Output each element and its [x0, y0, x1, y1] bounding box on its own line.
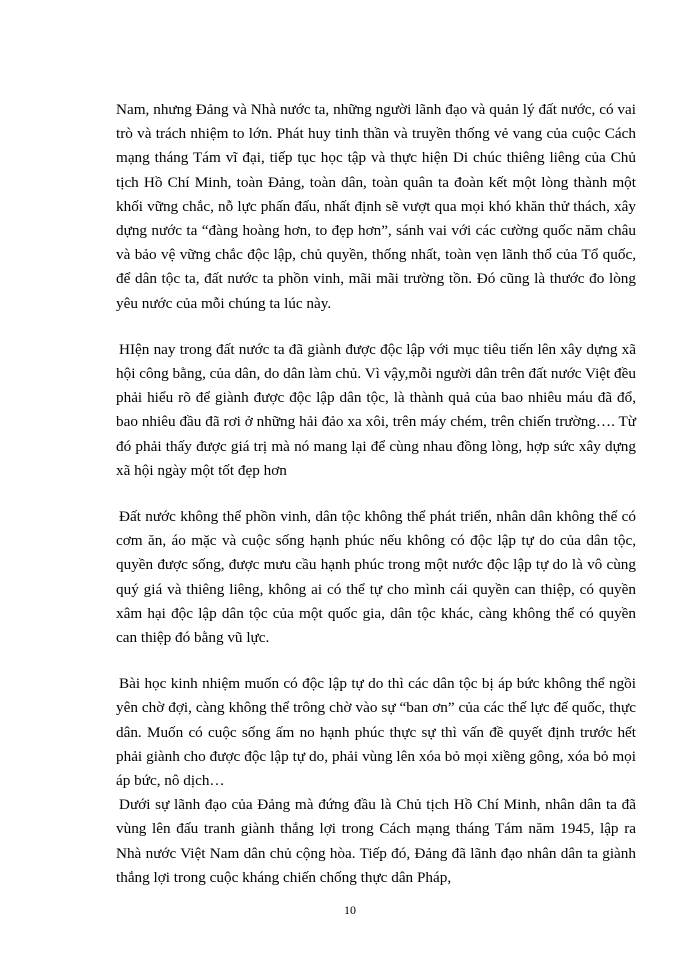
paragraph-spacer [116, 316, 636, 338]
paragraph-2: HIện nay trong đất nước ta đã giành được độc lập với mục tiêu tiến lên xây dựng xã hội công bằng, của dân, do dân làm chủ. Vì vậy,mỗi người dân trên đất nước Việt đều phải hiểu rõ để giành được độc lập dân tộc, là thành quả của bao nhiêu máu đã đổ, bao nhiêu đầu đã rơi ở những hải đảo xa xôi, trên máy chém, trên chiến trường…. Từ đó phải thấy được giá trị mà nó mang lại để cùng nhau đồng lòng, hợp sức xây dựng xã hội ngày một tốt đẹp hơn [116, 340, 636, 479]
paragraph-5: Dưới sự lãnh đạo của Đảng mà đứng đầu là Chủ tịch Hồ Chí Minh, nhân dân ta đã vùng lên đấu tranh giành thắng lợi trong Cách mạng tháng Tám năm 1945, lập ra Nhà nước Việt Nam dân chủ cộng hòa. Tiếp đó, Đảng đã lãnh đạo nhân dân ta giành thắng lợi trong cuộc kháng chiến chống thực dân Pháp, [116, 796, 636, 886]
paragraph-4: Bài học kinh nhiệm muốn có độc lập tự do thì các dân tộc bị áp bức không thể ngồi yên chờ đợi, càng không thể trông chờ vào sự “ban ơn” của các thế lực đế quốc, thực dân. Muốn có cuộc sống ấm no hạnh phúc thực sự thì vấn đề quyết định trước hết phải giành cho được độc lập tự do, phải vùng lên xóa bỏ mọi xiềng gông, xóa bỏ mọi áp bức, nô dịch… [116, 675, 636, 790]
paragraph-1: Nam, nhưng Đảng và Nhà nước ta, những người lãnh đạo và quản lý đất nước, có vai trò và trách nhiệm to lớn. Phát huy tinh thần và truyền thống vẻ vang của cuộc Cách mạng tháng Tám vĩ đại, tiếp tục học tập và thực hiện Di chúc thiêng liêng của Chủ tịch Hồ Chí Minh, toàn Đảng, toàn dân, toàn quân ta đoàn kết một lòng thành một khối vững chắc, nỗ lực phấn đấu, nhất định sẽ vượt qua mọi khó khăn thử thách, xây dựng nước ta “đàng hoàng hơn, to đẹp hơn”, sánh vai với các cường quốc năm châu và bảo vệ vững chắc độc lập, chủ quyền, thống nhất, toàn vẹn lãnh thổ của Tổ quốc, để dân tộc ta, đất nước ta phồn vinh, mãi mãi trường tồn. Đó cũng là thước đo lòng yêu nước của mỗi chúng ta lúc này. [116, 101, 636, 312]
paragraph-spacer [116, 650, 636, 672]
body-text [116, 98, 636, 890]
page-number: 10 [344, 903, 356, 917]
paragraph-3: Đất nước không thể phồn vinh, dân tộc không thể phát triển, nhân dân không thể có cơm ăn, áo mặc và cuộc sống hạnh phúc nếu không có độc lập tự do của dân tộc, quyền được sống, được mưu cầu hạnh phúc trong một nước độc lập tự do là vô cùng quý giá và thiêng liêng, không ai có thể tự cho mình cái quyền can thiệp, có quyền xâm hại độc lập dân tộc của một quốc gia, dân tộc khác, càng không thể có quyền can thiệp đó bằng vũ lực. [116, 508, 636, 647]
paragraph-spacer [116, 483, 636, 505]
